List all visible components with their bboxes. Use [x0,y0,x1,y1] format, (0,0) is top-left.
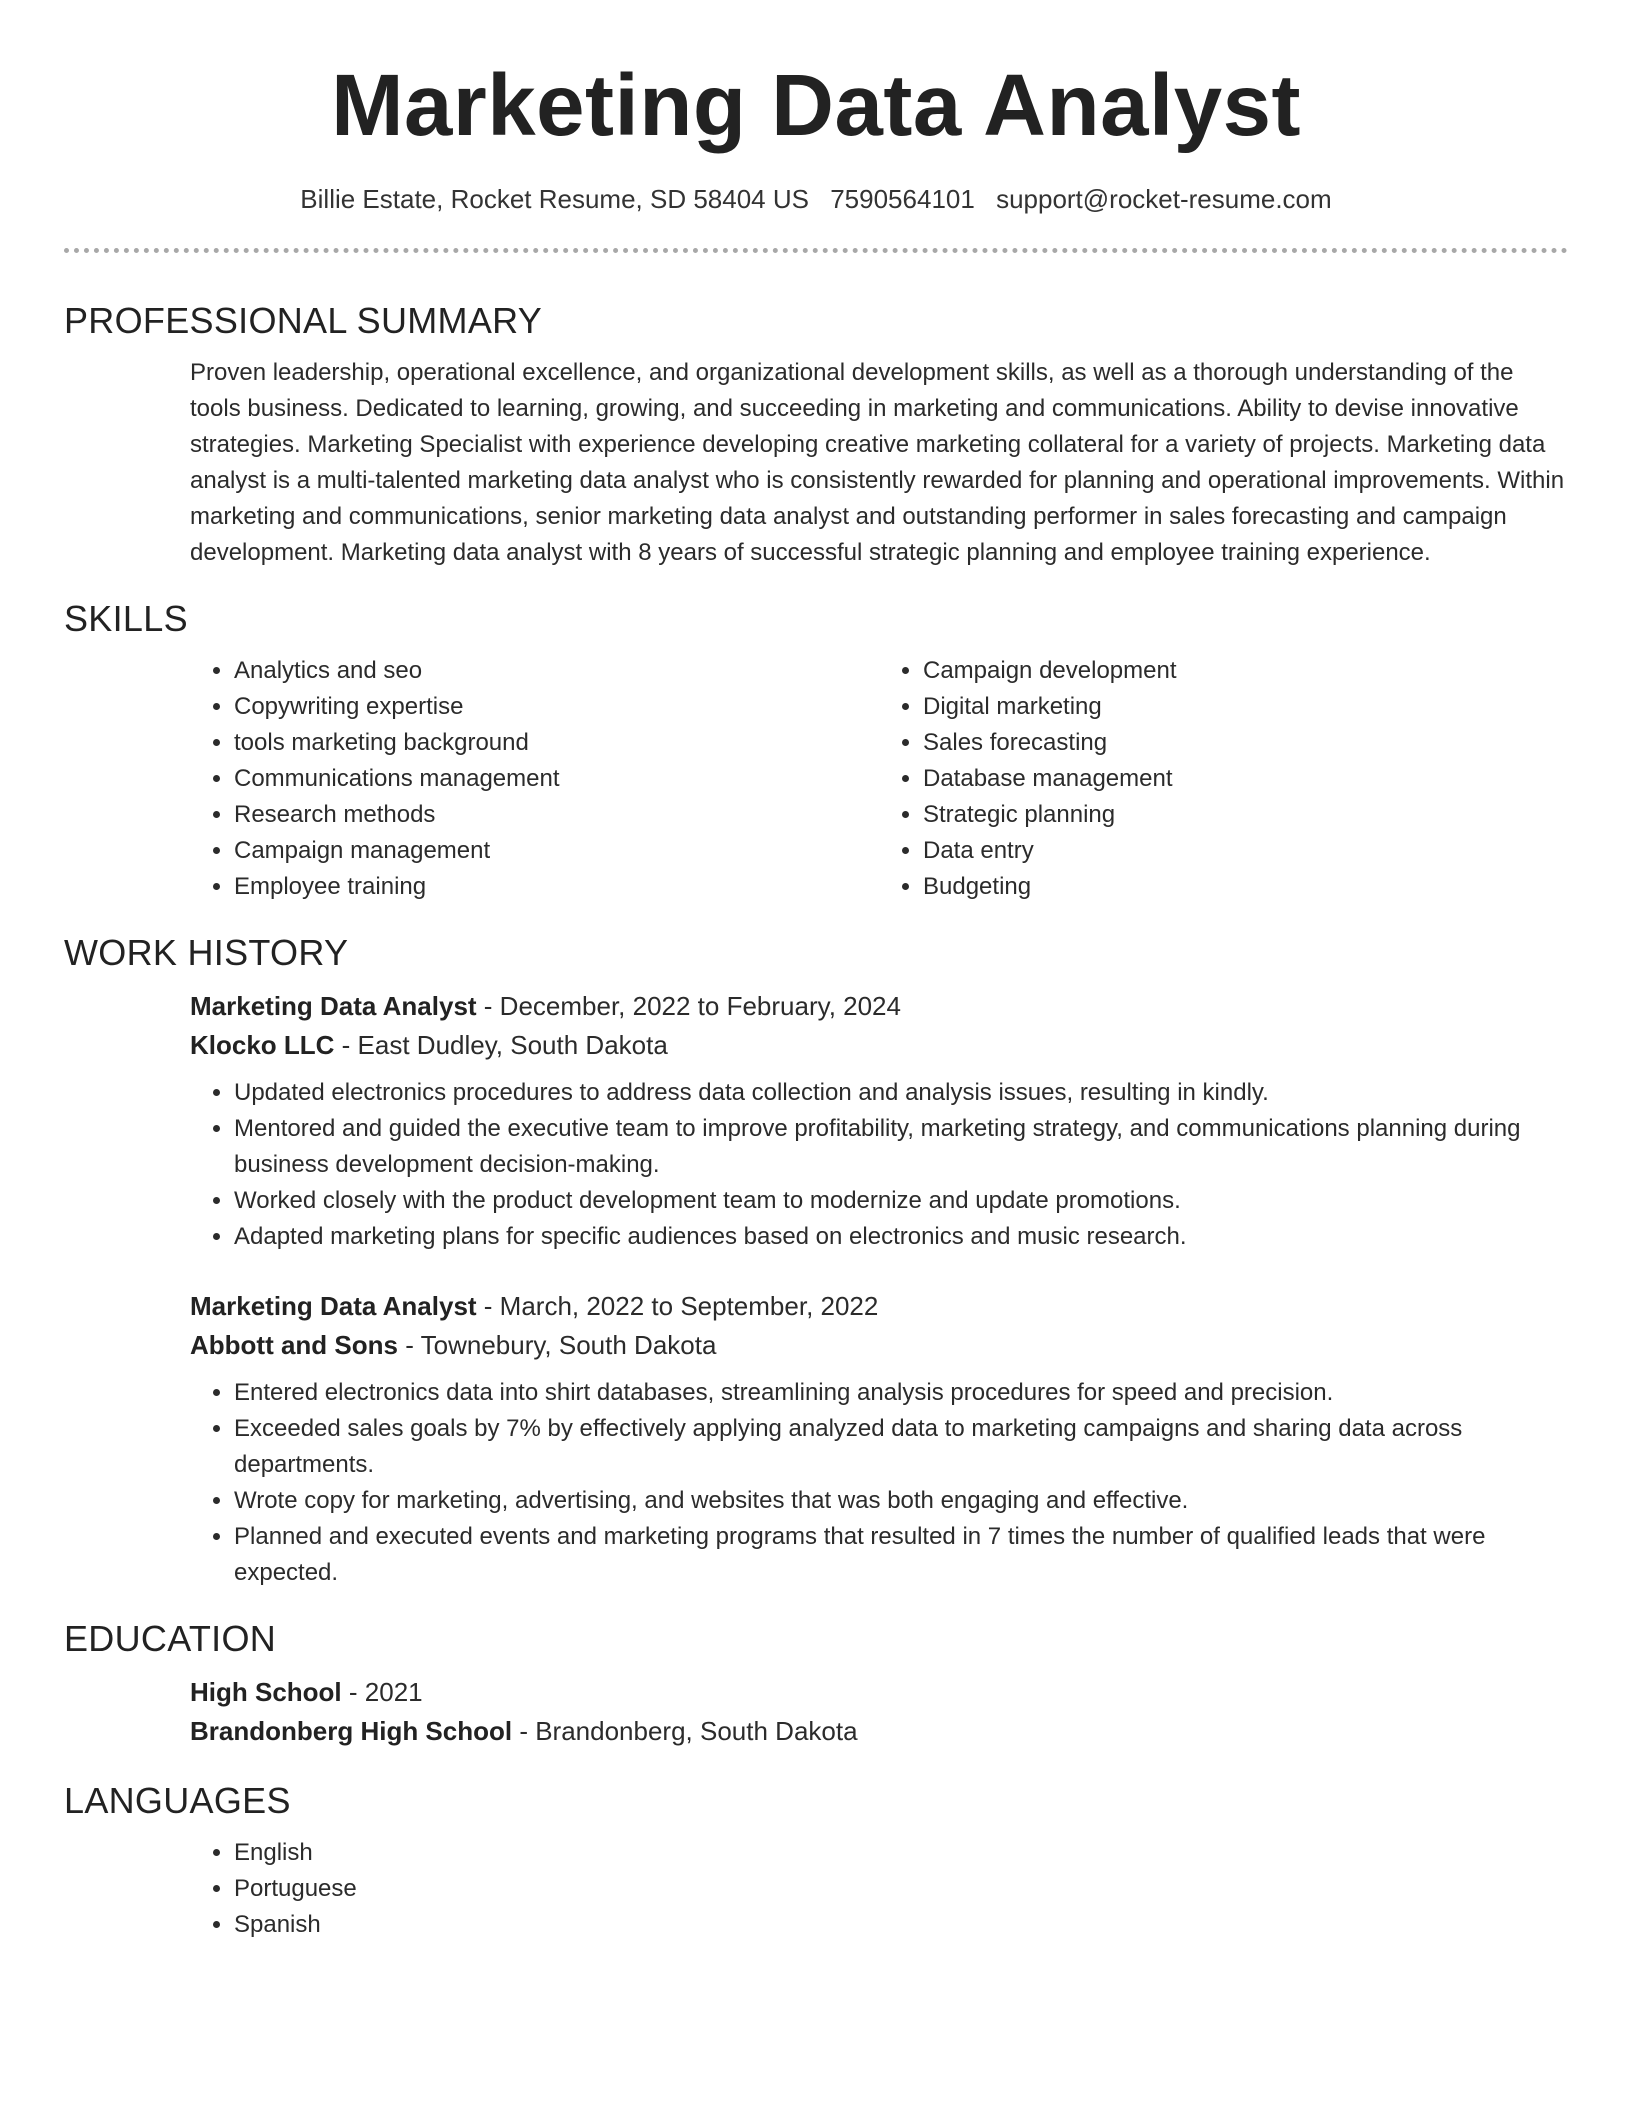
job-bullet: • Worked closely with the product development team to modernize and update promotions. [234,1183,1568,1219]
skill-item: • Communications management [234,761,879,797]
job-bullets [190,1375,1568,1591]
job-company-line [190,1326,1568,1365]
resume-page [64,0,1568,1943]
job-bullet: • Adapted marketing plans for specific audiences based on electronics and music research. [234,1219,1568,1255]
job-title-line [190,987,1568,1026]
job-bullet: • Updated electronics procedures to address data collection and analysis issues, resulting in kindly. [234,1075,1568,1111]
language-item: • English [234,1835,1568,1871]
language-item: • Spanish [234,1907,1568,1943]
education-location: - Brandonberg, South Dakota [512,1716,858,1746]
summary-heading: PROFESSIONAL SUMMARY [64,300,543,341]
job-location: - East Dudley, South Dakota [334,1030,668,1060]
education-school: Brandonberg High School [190,1716,513,1746]
skills-heading: SKILLS [64,598,188,639]
languages-list [190,1835,1568,1943]
job-role: Marketing Data Analyst [190,991,477,1021]
skill-item: • Copywriting expertise [234,689,879,725]
skill-item: • tools marketing background [234,725,879,761]
skills-list [190,653,1568,905]
education-heading: EDUCATION [64,1618,277,1659]
job-entry [190,987,1568,1255]
job-bullet: • Mentored and guided the executive team to improve profitability, marketing strategy, and communications planning during business development decision-making. [234,1111,1568,1183]
languages-bullets [190,1835,1568,1943]
job-location: - Townebury, South Dakota [397,1330,717,1360]
skill-item: • Employee training [234,869,879,905]
skill-item: • Budgeting [923,869,1568,905]
resume-name: Marketing Data Analyst [331,57,1301,154]
contact-address: Billie Estate, Rocket Resume, SD 58404 US [300,184,809,214]
job-title-line [190,1287,1568,1326]
skill-item: • Campaign management [234,833,879,869]
education-entry [190,1673,1568,1751]
skill-item: • Campaign development [923,653,1568,689]
skills-column-left [190,653,879,905]
skills-column-right [879,653,1568,905]
skill-item: • Data entry [923,833,1568,869]
languages-heading: LANGUAGES [64,1780,291,1821]
skill-item: • Database management [923,761,1568,797]
work-history-heading: WORK HISTORY [64,932,349,973]
education-year: - 2021 [341,1677,423,1707]
contact-email: support@rocket-resume.com [996,184,1332,214]
job-bullets [190,1075,1568,1255]
job-role: Marketing Data Analyst [190,1291,477,1321]
job-dates: - March, 2022 to September, 2022 [476,1291,879,1321]
contact-phone: 7590564101 [830,184,975,214]
education-school-line [190,1712,1568,1751]
summary-text: Proven leadership, operational excellence, and organizational development skills, as well as a thorough understanding of the tools business. Dedicated to learning, growing, and succeeding in marketing and communications. Ability to devise innovative strategies. Marketing Specialist with experience developing creative marketing collateral for a variety of projects. Marketing data analyst is a multi-talented marketing data analyst who is consistently rewarded for planning and operational improvements. Within marketing and communications, senior marketing data analyst and outstanding performer in sales forecasting and campaign development. Marketing data analyst with 8 years of successful strategic planning and employee training experience. [190,359,1565,566]
job-company: Abbott and Sons [190,1330,398,1360]
job-bullet: • Entered electronics data into shirt databases, streamlining analysis procedures for speed and precision. [234,1375,1568,1411]
job-bullet: • Wrote copy for marketing, advertising, and websites that was both engaging and effective. [234,1483,1568,1519]
job-entry [190,1287,1568,1591]
job-bullet: • Exceeded sales goals by 7% by effectively applying analyzed data to marketing campaigns and sharing data across departments. [234,1411,1568,1483]
skill-item: • Strategic planning [923,797,1568,833]
skill-item: • Digital marketing [923,689,1568,725]
language-item: • Portuguese [234,1871,1568,1907]
job-company: Klocko LLC [190,1030,335,1060]
education-degree-line [190,1673,1568,1712]
skill-item: • Sales forecasting [923,725,1568,761]
header-divider [64,248,1568,253]
skill-item: • Analytics and seo [234,653,879,689]
job-company-line [190,1026,1568,1065]
job-dates: - December, 2022 to February, 2024 [476,991,901,1021]
education-degree: High School [190,1677,342,1707]
job-bullet: • Planned and executed events and marketing programs that resulted in 7 times the number of qualified leads that were expected. [234,1519,1568,1591]
skill-item: • Research methods [234,797,879,833]
contact-line [64,182,1568,216]
